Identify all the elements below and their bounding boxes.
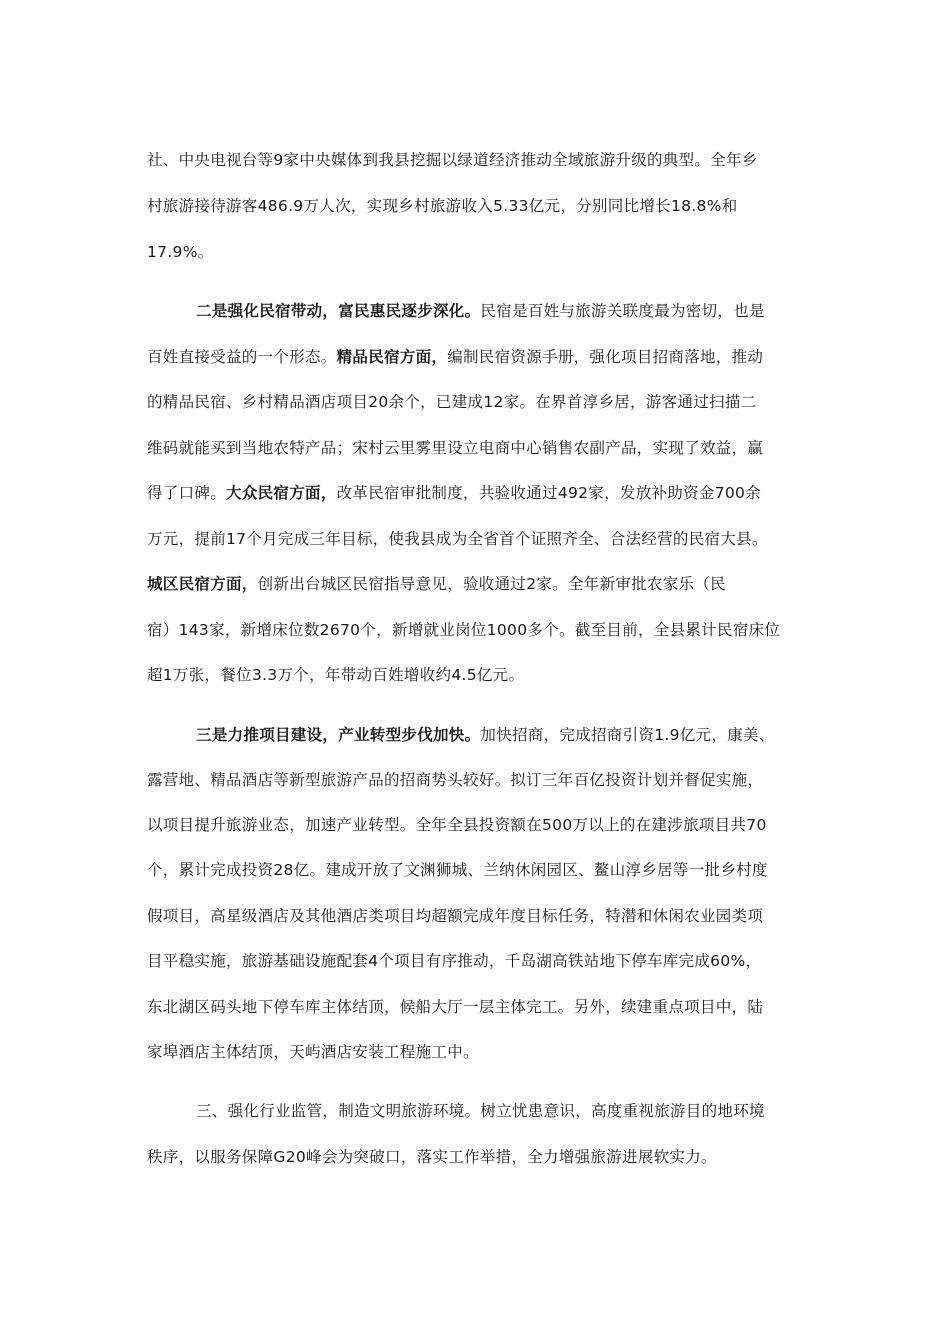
text-line	[196, 725, 775, 745]
text-line	[147, 951, 761, 971]
body-text: 17.9%。	[147, 243, 214, 261]
body-text: 村旅游接待游客486.9万人次，实现乡村旅游收入5.33亿元，分别同比增长18.8%和	[147, 197, 738, 215]
text-line	[147, 150, 758, 170]
body-text: 社、中央电视台等9家中央媒体到我县挖掘以绿道经济推动全域旅游升级的典型。全年乡	[147, 151, 758, 169]
text-line	[147, 665, 524, 685]
body-text: 编制民宿资源手册，强化项目招商落地，推动	[447, 348, 764, 366]
body-text: 家埠酒店主体结顶，天屿酒店安装工程施工中。	[147, 1043, 479, 1061]
body-text: 东北湖区码头地下停车库主体结顶，候船大厅一层主体完工。另外，续建重点项目中，陆	[147, 998, 764, 1016]
body-text: 秩序，以服务保障G20峰会为突破口，落实工作举措，全力增强旅游进展软实力。	[147, 1148, 717, 1166]
body-text: 露营地、精品酒店等新型旅游产品的招商势头较好。拟订三年百亿投资计划并督促实施，	[147, 771, 764, 789]
text-line	[147, 620, 780, 640]
text-line	[147, 906, 763, 926]
text-line	[196, 1101, 765, 1121]
body-text: 维码就能买到当地农特产品；宋村云里雾里设立电商中心销售农副产品，实现了效益，赢	[147, 439, 764, 457]
text-line	[147, 770, 763, 790]
body-text: 加快招商，完成招商引资1.9亿元，康美、	[480, 726, 775, 744]
text-line	[147, 1042, 479, 1062]
body-text: 目平稳实施，旅游基础设施配套4个项目有序推动，千岛湖高铁站地下停车库完成60%，	[147, 952, 762, 970]
body-text: 超1万张，餐位3.3万个，年带动百姓增收约4.5亿元。	[147, 666, 525, 684]
text-line	[147, 483, 761, 503]
body-text: 创新出台城区民宿指导意见，验收通过2家。全年新审批农家乐（民	[257, 575, 726, 593]
body-text: 百姓直接受益的一个形态。	[147, 348, 337, 366]
text-line	[147, 1147, 717, 1167]
body-text: 得了口碑。	[147, 484, 227, 502]
bold-heading-text: 城区民宿方面，	[147, 575, 258, 593]
body-text: 万元，提前17个月完成三年目标，使我县成为全省首个证照齐全、合法经营的民宿大县。	[147, 530, 768, 548]
body-text: 的精品民宿、乡村精品酒店项目20余个，已建成12家。在界首淳乡居，游客通过扫描二	[147, 393, 757, 411]
bold-heading-text: 二是强化民宿带动，富民惠民逐步深化。	[196, 302, 481, 320]
body-text: 假项目，高星级酒店及其他酒店类项目均超额完成年度目标任务，特潜和休闲农业园类项	[147, 907, 764, 925]
text-line	[147, 860, 768, 880]
text-line	[147, 529, 768, 549]
text-line	[147, 574, 726, 594]
bold-heading-text: 大众民宿方面，	[226, 484, 337, 502]
text-line	[147, 196, 738, 216]
bold-heading-text: 三是力推项目建设，产业转型步伐加快。	[196, 726, 481, 744]
text-line	[147, 392, 756, 412]
body-text: 以项目提升旅游业态，加速产业转型。全年全县投资额在500万以上的在建涉旅项目共70	[147, 816, 767, 834]
body-text: 改革民宿审批制度，共验收通过492家，发放补助资金700余	[336, 484, 761, 502]
text-line	[147, 347, 763, 367]
text-line	[147, 815, 767, 835]
text-line	[147, 438, 763, 458]
body-text: 民宿是百姓与旅游关联度最为密切，也是	[480, 302, 765, 320]
body-text: 三、强化行业监管，制造文明旅游环境。树立忧患意识，高度重视旅游目的地环境	[196, 1102, 765, 1120]
text-line	[147, 997, 763, 1017]
body-text: 宿）143家，新增床位数2670个，新增就业岗位1000多个。截至目前，全县累计民宿床位	[147, 621, 781, 639]
body-text: 个，累计完成投资28亿。建成开放了文渊狮城、兰纳休闲园区、鳌山淳乡居等一批乡村度	[147, 861, 768, 879]
bold-heading-text: 精品民宿方面，	[336, 348, 448, 366]
text-line	[147, 242, 214, 262]
text-line	[196, 301, 765, 321]
